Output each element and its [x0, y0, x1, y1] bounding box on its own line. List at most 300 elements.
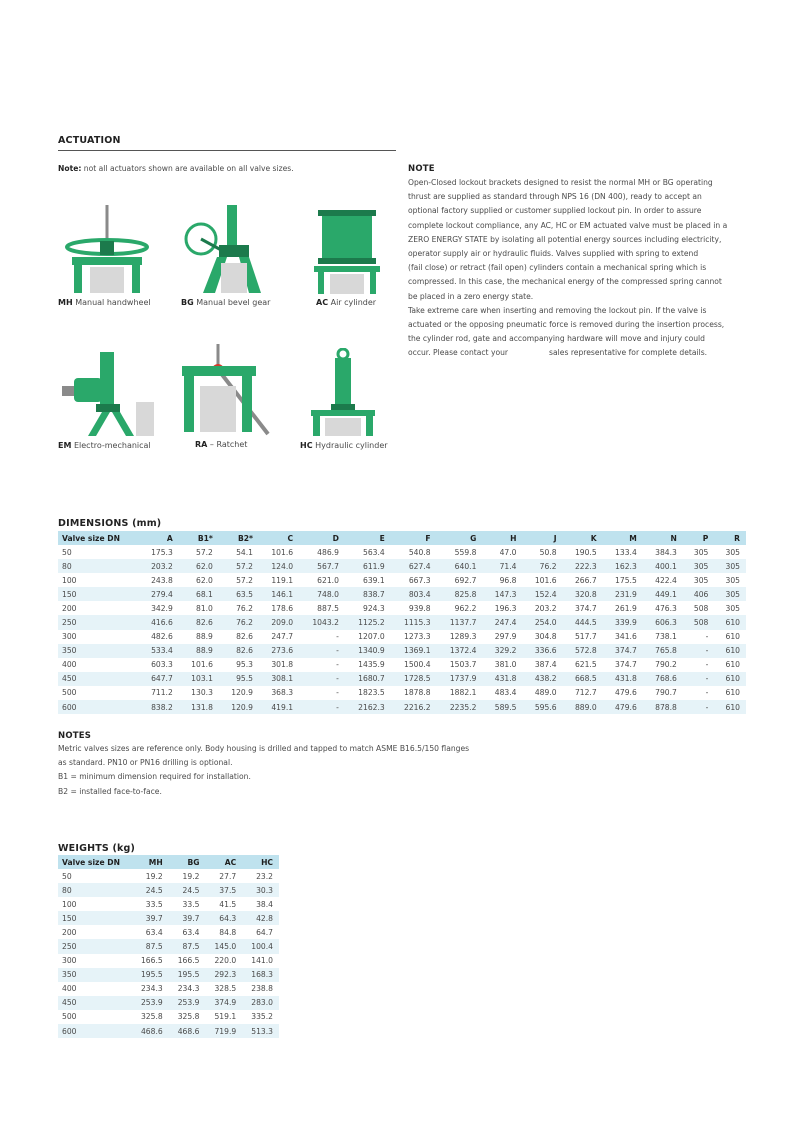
dimensions-table-cell: 374.7 — [574, 603, 597, 613]
dimensions-table-row — [58, 686, 746, 700]
weights-table-cell: 719.9 — [205, 1024, 242, 1038]
dimensions-table-row — [58, 630, 746, 644]
dimensions-table-cell: 416.6 — [139, 615, 179, 629]
dimensions-table-cell: 304.8 — [534, 632, 557, 642]
dimensions-table-cell: 243.8 — [151, 575, 173, 585]
notes-line: B1 = minimum dimension required for installation. — [58, 772, 251, 782]
dimensions-table-cell: 962.2 — [454, 603, 477, 613]
ratchet-illustration — [180, 344, 272, 436]
dimensions-table-cell: 825.8 — [437, 587, 483, 601]
dimensions-table-cell: 320.8 — [563, 587, 603, 601]
dimensions-table-cell: 595.6 — [523, 700, 563, 714]
dimensions-table-cell: 63.5 — [219, 587, 259, 601]
weights-table-row — [58, 911, 279, 925]
dimensions-table-cell: 305 — [683, 559, 714, 573]
caption-em-label: Electro-mechanical — [71, 441, 151, 450]
dimensions-table-cell: 2235.2 — [437, 700, 483, 714]
dimensions-table-cell: - — [683, 700, 714, 714]
dimensions-table-cell: 878.8 — [643, 700, 683, 714]
dimensions-header-row — [58, 531, 746, 545]
note-line: thrust are supplied as standard through NPS 16 (DN 400), ready to accept an — [408, 192, 702, 202]
dimensions-table-col-header: P — [683, 531, 714, 545]
notes-heading: NOTES — [58, 731, 92, 741]
dimensions-table-cell: 196.3 — [494, 603, 517, 613]
weights-table-cell: 374.9 — [205, 996, 242, 1010]
dimensions-table-cell: 790.7 — [655, 688, 677, 698]
dimensions-table-cell: 431.8 — [603, 672, 643, 686]
dimensions-table-cell: 748.0 — [299, 587, 345, 601]
dimensions-table-cell: 610 — [714, 644, 746, 658]
weights-table-cell: 500 — [62, 1012, 77, 1022]
dimensions-table-cell: 422.4 — [655, 575, 677, 585]
weights-table-cell: 100 — [62, 899, 77, 909]
weights-table-cell: 100.4 — [242, 939, 279, 953]
dimensions-table-cell: 431.8 — [482, 672, 522, 686]
note-line: Take extreme care when inserting and removing the lockout pin. If the valve is — [408, 305, 707, 315]
note-line: occur. Please contact your sales representative for complete details. — [408, 348, 708, 358]
dimensions-table-cell: 266.7 — [574, 575, 597, 585]
dimensions-table-cell: 82.6 — [236, 632, 253, 642]
dimensions-table-cell: 101.6 — [191, 660, 213, 670]
weights-header-row — [58, 855, 279, 869]
dimensions-table-cell: 101.6 — [271, 547, 294, 557]
weights-table-cell: 234.3 — [140, 984, 163, 994]
dimensions-table-cell: 62.0 — [195, 575, 213, 585]
dimensions-table-cell: 768.6 — [643, 672, 683, 686]
weights-table-cell: 30.3 — [242, 883, 279, 897]
caption-mh — [58, 298, 151, 307]
weights-table-cell: 80 — [58, 883, 132, 897]
dimensions-table-cell: 738.1 — [655, 632, 677, 642]
dimensions-table-cell: 76.2 — [236, 603, 253, 613]
weights-table-cell: 468.6 — [132, 1024, 169, 1038]
manual-bevel-gear-illustration — [183, 203, 269, 293]
dimensions-table-cell: 567.7 — [299, 559, 345, 573]
dimensions-table-cell: 231.9 — [603, 587, 643, 601]
weights-table-cell: 513.3 — [242, 1024, 279, 1038]
caption-ra-code: RA — [195, 440, 208, 449]
weights-table-cell: 168.3 — [242, 968, 279, 982]
dimensions-table-cell: 939.8 — [408, 603, 431, 613]
dimensions-table-cell: 1372.4 — [437, 644, 483, 658]
dimensions-table-cell: 124.0 — [259, 559, 299, 573]
dimensions-table-cell: 1882.1 — [449, 688, 477, 698]
caption-ac-code: AC — [316, 298, 329, 307]
dimensions-table-cell: 610 — [714, 615, 746, 629]
dimensions-table-cell: 1207.0 — [358, 632, 385, 642]
dimensions-table-row — [58, 601, 746, 615]
dimensions-table-cell: 178.6 — [271, 603, 294, 613]
dimensions-table-cell: 88.9 — [195, 632, 213, 642]
weights-table-cell: 87.5 — [132, 939, 169, 953]
dimensions-table-cell: 190.5 — [574, 547, 597, 557]
note-line: complete lockout compliance, any AC, HC or EM actuated valve must be placed in a — [408, 220, 728, 230]
caption-ac-label: Air cylinder — [328, 298, 377, 307]
weights-table-row — [58, 939, 279, 953]
weights-table-cell: 283.0 — [242, 996, 279, 1010]
weights-table-cell: 325.8 — [177, 1012, 200, 1022]
dimensions-table-cell: 1273.3 — [404, 632, 431, 642]
dimensions-table-cell: 88.9 — [179, 644, 219, 658]
dimensions-table-row — [58, 700, 746, 714]
dimensions-table-cell: 640.1 — [437, 559, 483, 573]
dimensions-table-col-header: C — [259, 531, 299, 545]
dimensions-table-cell: 627.4 — [391, 559, 437, 573]
dimensions-table-cell: 712.7 — [574, 688, 597, 698]
dimensions-table-cell: 368.3 — [271, 688, 294, 698]
weights-table-row — [58, 883, 279, 897]
weights-table-cell: 292.3 — [205, 968, 242, 982]
dimensions-table-cell: 342.9 — [151, 603, 173, 613]
note-heading: NOTE — [408, 164, 435, 174]
dimensions-table-row — [58, 672, 746, 686]
weights-table-cell: 37.5 — [205, 883, 242, 897]
dimensions-table-cell: 203.2 — [534, 603, 557, 613]
dimensions-table-col-header: H — [482, 531, 522, 545]
dimensions-table-cell: 438.2 — [523, 672, 563, 686]
dimensions-table-cell: 146.1 — [259, 587, 299, 601]
weights-table-row — [58, 996, 279, 1010]
note-line: Open-Closed lockout brackets designed to resist the normal MH or BG operating — [408, 178, 713, 187]
dimensions-table-cell: 203.2 — [139, 559, 179, 573]
weights-table-cell: 39.7 — [132, 911, 169, 925]
weights-table-cell: 33.5 — [145, 899, 163, 909]
weights-table-cell: 141.0 — [251, 956, 273, 966]
weights-table-cell: 600 — [58, 1024, 132, 1038]
dimensions-table-col-header: R — [714, 531, 746, 545]
note-line: actuated or the opposing pneumatic force is removed during the insertion process, — [408, 320, 725, 330]
dimensions-table-col-header: F — [391, 531, 437, 545]
dimensions-table-cell: 152.4 — [523, 587, 563, 601]
dimensions-table-cell: - — [299, 644, 345, 658]
dimensions-table-cell: 120.9 — [219, 700, 259, 714]
dimensions-table-cell: 95.3 — [236, 660, 253, 670]
dimensions-table-cell: 261.9 — [615, 603, 637, 613]
dimensions-table-cell: 1500.4 — [404, 660, 431, 670]
weights-table-cell: 50 — [62, 871, 72, 881]
dimensions-table-cell: 305 — [714, 559, 746, 573]
dimensions-table-cell: 384.3 — [655, 547, 677, 557]
dimensions-table-cell: 250 — [58, 615, 139, 629]
dimensions-table-cell: 621.0 — [317, 575, 339, 585]
weights-table-cell: 23.2 — [256, 871, 273, 881]
weights-table-cell: 33.5 — [182, 899, 200, 909]
weights-table-cell: 350 — [58, 968, 132, 982]
dimensions-table-cell: 120.9 — [231, 688, 253, 698]
dimensions-table-row — [58, 545, 746, 559]
dimensions-table-cell: 247.4 — [482, 615, 522, 629]
dimensions-table-cell: 611.9 — [345, 559, 391, 573]
dimensions-table-cell: 54.1 — [236, 547, 253, 557]
dimensions-table-cell: 419.1 — [259, 700, 299, 714]
dimensions-table-cell: 500 — [62, 688, 77, 698]
dimensions-table-cell: 150 — [58, 587, 139, 601]
dimensions-table-cell: 57.2 — [236, 575, 253, 585]
weights-table-row — [58, 897, 279, 911]
dimensions-table-cell: 540.8 — [408, 547, 431, 557]
dimensions-table-cell: 449.1 — [643, 587, 683, 601]
actuation-note-text: not all actuators shown are available on all valve sizes. — [81, 164, 294, 173]
dimensions-table-cell: 350 — [58, 644, 139, 658]
dimensions-table-cell: 100 — [62, 575, 77, 585]
weights-table-cell: 519.1 — [214, 1012, 237, 1022]
dimensions-heading: DIMENSIONS (mm) — [58, 518, 162, 529]
weights-table-cell: 64.7 — [256, 927, 273, 937]
dimensions-table-cell: 790.2 — [655, 660, 677, 670]
dimensions-table-cell: 62.0 — [179, 559, 219, 573]
dimensions-table-cell: 76.2 — [219, 615, 259, 629]
dimensions-table-cell: 621.5 — [574, 660, 597, 670]
actuation-divider — [58, 150, 396, 151]
dimensions-table-cell: - — [705, 688, 709, 698]
weights-table-cell: 150 — [58, 911, 132, 925]
dimensions-table-cell: 1289.3 — [449, 632, 477, 642]
dimensions-table-col-header: G — [437, 531, 483, 545]
weights-table-cell: 166.5 — [177, 956, 200, 966]
weights-table-row — [58, 925, 279, 939]
caption-mh-label: Manual handwheel — [72, 298, 151, 307]
dimensions-table-cell: 300 — [62, 632, 77, 642]
dimensions-table-cell: 297.9 — [494, 632, 517, 642]
dimensions-table-cell: 765.8 — [643, 644, 683, 658]
hydraulic-cylinder-illustration — [305, 348, 381, 436]
dimensions-table-cell: 175.3 — [151, 547, 173, 557]
dimensions-table-cell: 838.2 — [139, 700, 179, 714]
notes-body — [58, 742, 658, 799]
weights-table-cell: 253.9 — [169, 996, 206, 1010]
weights-table — [58, 855, 279, 1038]
dimensions-table — [58, 531, 746, 714]
weights-table-cell: 63.4 — [182, 927, 200, 937]
dimensions-table-cell: 517.7 — [574, 632, 597, 642]
dimensions-table-cell: 400.1 — [643, 559, 683, 573]
dimensions-table-cell: 1823.5 — [358, 688, 385, 698]
dimensions-table-cell: 71.4 — [482, 559, 522, 573]
caption-mh-code: MH — [58, 298, 73, 307]
dimensions-table-cell: 606.3 — [643, 615, 683, 629]
weights-table-cell: 24.5 — [132, 883, 169, 897]
dimensions-table-cell: 254.0 — [523, 615, 563, 629]
dimensions-table-row — [58, 587, 746, 601]
dimensions-table-cell: - — [336, 688, 339, 698]
dimensions-table-cell: 610 — [725, 660, 740, 670]
weights-table-col-header: HC — [242, 855, 279, 869]
dimensions-table-cell: 838.7 — [345, 587, 391, 601]
dimensions-table-cell: 1503.7 — [449, 660, 477, 670]
weights-table-cell: 19.2 — [145, 871, 163, 881]
weights-table-col-header: Valve size DN — [58, 855, 132, 869]
dimensions-table-cell: 406 — [683, 587, 714, 601]
dimensions-table-cell: 400 — [62, 660, 77, 670]
weights-table-cell: 24.5 — [169, 883, 206, 897]
dimensions-table-cell: 1115.3 — [391, 615, 437, 629]
notes-line: Metric valves sizes are reference only. Body housing is drilled and tapped to match ASME B16.5/150 flanges — [58, 744, 470, 753]
weights-table-cell: 335.2 — [251, 1012, 273, 1022]
caption-bg-label: Manual bevel gear — [193, 298, 271, 307]
dimensions-table-cell: 610 — [725, 632, 740, 642]
dimensions-table-cell: - — [336, 632, 339, 642]
weights-table-row — [58, 954, 279, 968]
dimensions-table-cell: 476.3 — [655, 603, 677, 613]
dimensions-table-cell: 450 — [58, 672, 139, 686]
dimensions-table-cell: 1043.2 — [299, 615, 345, 629]
dimensions-table-cell: 308.1 — [259, 672, 299, 686]
dimensions-table-cell: 95.5 — [219, 672, 259, 686]
weights-table-cell: 220.0 — [214, 956, 237, 966]
dimensions-table-cell: - — [705, 632, 709, 642]
weights-table-col-header: BG — [169, 855, 206, 869]
actuation-note — [58, 164, 294, 173]
weights-table-cell: 300 — [62, 956, 77, 966]
caption-bg — [181, 298, 270, 307]
dimensions-table-cell: - — [299, 700, 345, 714]
dimensions-table-cell: 1340.9 — [345, 644, 391, 658]
air-cylinder-illustration — [312, 210, 382, 294]
dimensions-table-col-header: E — [345, 531, 391, 545]
dimensions-table-cell: 305 — [725, 575, 740, 585]
dimensions-table-cell: 50.8 — [539, 547, 557, 557]
dimensions-table-cell: 82.6 — [179, 615, 219, 629]
dimensions-table-cell: 2216.2 — [391, 700, 437, 714]
dimensions-table-cell: 336.6 — [523, 644, 563, 658]
dimensions-table-cell: 279.4 — [139, 587, 179, 601]
weights-heading: WEIGHTS (kg) — [58, 843, 136, 854]
electro-mechanical-illustration — [62, 352, 154, 436]
dimensions-table-cell: 130.3 — [191, 688, 213, 698]
weights-table-cell: 39.7 — [169, 911, 206, 925]
dimensions-table-cell: 82.6 — [219, 644, 259, 658]
dimensions-table-cell: 889.0 — [563, 700, 603, 714]
dimensions-table-col-header: D — [299, 531, 345, 545]
note-line: be placed in a zero energy state. — [408, 291, 534, 301]
dimensions-table-cell: 119.1 — [271, 575, 294, 585]
dimensions-table-cell: 131.8 — [179, 700, 219, 714]
dimensions-table-cell: 96.8 — [499, 575, 517, 585]
dimensions-table-cell: 559.8 — [454, 547, 477, 557]
dimensions-table-cell: 76.2 — [523, 559, 563, 573]
caption-ra-label: – Ratchet — [207, 440, 248, 449]
dimensions-table-cell: 387.4 — [534, 660, 557, 670]
dimensions-table-cell: 533.4 — [139, 644, 179, 658]
dimensions-table-cell: - — [299, 672, 345, 686]
dimensions-table-cell: 209.0 — [259, 615, 299, 629]
dimensions-table-cell: 329.2 — [482, 644, 522, 658]
dimensions-table-cell: 563.4 — [363, 547, 385, 557]
dimensions-table-cell: 80 — [58, 559, 139, 573]
dimensions-table-cell: 103.1 — [179, 672, 219, 686]
caption-em — [58, 441, 151, 450]
dimensions-table-cell: 600 — [58, 700, 139, 714]
dimensions-table-cell: 482.6 — [151, 632, 173, 642]
dimensions-table-cell: 572.8 — [563, 644, 603, 658]
note-body — [408, 176, 753, 361]
dimensions-table-cell: - — [336, 660, 339, 670]
dimensions-table-cell: 1137.7 — [437, 615, 483, 629]
caption-bg-code: BG — [181, 298, 194, 307]
dimensions-table-cell: 81.0 — [195, 603, 213, 613]
weights-table-cell: 42.8 — [242, 911, 279, 925]
dimensions-table-cell: 667.3 — [408, 575, 431, 585]
dimensions-table-row — [58, 559, 746, 573]
actuation-heading: ACTUATION — [58, 135, 121, 146]
dimensions-table-cell: 305 — [693, 575, 709, 585]
dimensions-table-cell: 47.0 — [499, 547, 517, 557]
dimensions-table-row — [58, 615, 746, 629]
dimensions-table-cell: 2162.3 — [345, 700, 391, 714]
dimensions-table-cell: 305 — [693, 547, 709, 557]
note-line: ZERO ENERGY STATE by isolating all potential energy sources including electricity, — [408, 234, 722, 244]
note-line: optional factory supplied or customer supplied lockout pin. In order to assure — [408, 206, 702, 216]
dimensions-table-cell: 1125.2 — [345, 615, 391, 629]
caption-em-code: EM — [58, 441, 72, 450]
weights-table-col-header: MH — [132, 855, 169, 869]
dimensions-table-row — [58, 644, 746, 658]
dimensions-table-cell: 381.0 — [494, 660, 517, 670]
dimensions-table-cell: 50 — [62, 547, 72, 557]
note-line: compressed. In this case, the mechanical energy of the compressed spring cannot — [408, 277, 722, 287]
note-line: the cylinder rod, gate and accompanying hardware will move and injury could — [408, 334, 705, 344]
weights-table-cell: 38.4 — [256, 899, 273, 909]
weights-table-cell: 195.5 — [169, 968, 206, 982]
notes-line: B2 = installed face-to-face. — [58, 786, 162, 796]
dimensions-table-cell: - — [705, 660, 709, 670]
weights-table-row — [58, 869, 279, 883]
dimensions-table-cell: 68.1 — [179, 587, 219, 601]
dimensions-table-cell: 133.4 — [615, 547, 637, 557]
weights-table-cell: 400 — [62, 984, 77, 994]
dimensions-table-cell: - — [683, 672, 714, 686]
dimensions-table-cell: 222.3 — [563, 559, 603, 573]
weights-table-row — [58, 982, 279, 996]
weights-table-row — [58, 968, 279, 982]
dimensions-table-cell: 247.7 — [271, 632, 294, 642]
dimensions-table-cell: 692.7 — [454, 575, 477, 585]
dimensions-table-cell: 147.3 — [482, 587, 522, 601]
dimensions-table-cell: 610 — [714, 700, 746, 714]
weights-table-col-header: AC — [205, 855, 242, 869]
dimensions-table-cell: 508 — [683, 615, 714, 629]
dimensions-table-col-header: J — [523, 531, 563, 545]
dimensions-table-cell: 711.2 — [151, 688, 173, 698]
dimensions-table-cell: - — [683, 644, 714, 658]
weights-table-row — [58, 1010, 279, 1024]
dimensions-table-cell: 101.6 — [534, 575, 557, 585]
dimensions-table-cell: 444.5 — [563, 615, 603, 629]
weights-table-cell: 238.8 — [251, 984, 273, 994]
dimensions-table-cell: 1369.1 — [391, 644, 437, 658]
weights-table-cell: 234.3 — [177, 984, 200, 994]
dimensions-table-cell: 647.7 — [139, 672, 179, 686]
dimensions-table-cell: 1728.5 — [391, 672, 437, 686]
caption-hc-label: Hydraulic cylinder — [312, 441, 388, 450]
dimensions-table-cell: 374.7 — [615, 660, 637, 670]
dimensions-table-col-header: M — [603, 531, 643, 545]
weights-table-cell: 166.5 — [140, 956, 163, 966]
dimensions-table-cell: 610 — [714, 672, 746, 686]
dimensions-table-cell: 305 — [714, 587, 746, 601]
weights-table-cell: 41.5 — [219, 899, 237, 909]
weights-table-cell: 200 — [62, 927, 77, 937]
dimensions-table-cell: 175.5 — [615, 575, 637, 585]
caption-ac — [316, 298, 376, 307]
dimensions-table-cell: 374.7 — [603, 644, 643, 658]
weights-table-cell: 328.5 — [214, 984, 237, 994]
dimensions-table-cell: 1680.7 — [345, 672, 391, 686]
dimensions-table-cell: 162.3 — [603, 559, 643, 573]
weights-table-cell: 325.8 — [140, 1012, 163, 1022]
caption-hc-code: HC — [300, 441, 313, 450]
weights-table-cell: 64.3 — [205, 911, 242, 925]
